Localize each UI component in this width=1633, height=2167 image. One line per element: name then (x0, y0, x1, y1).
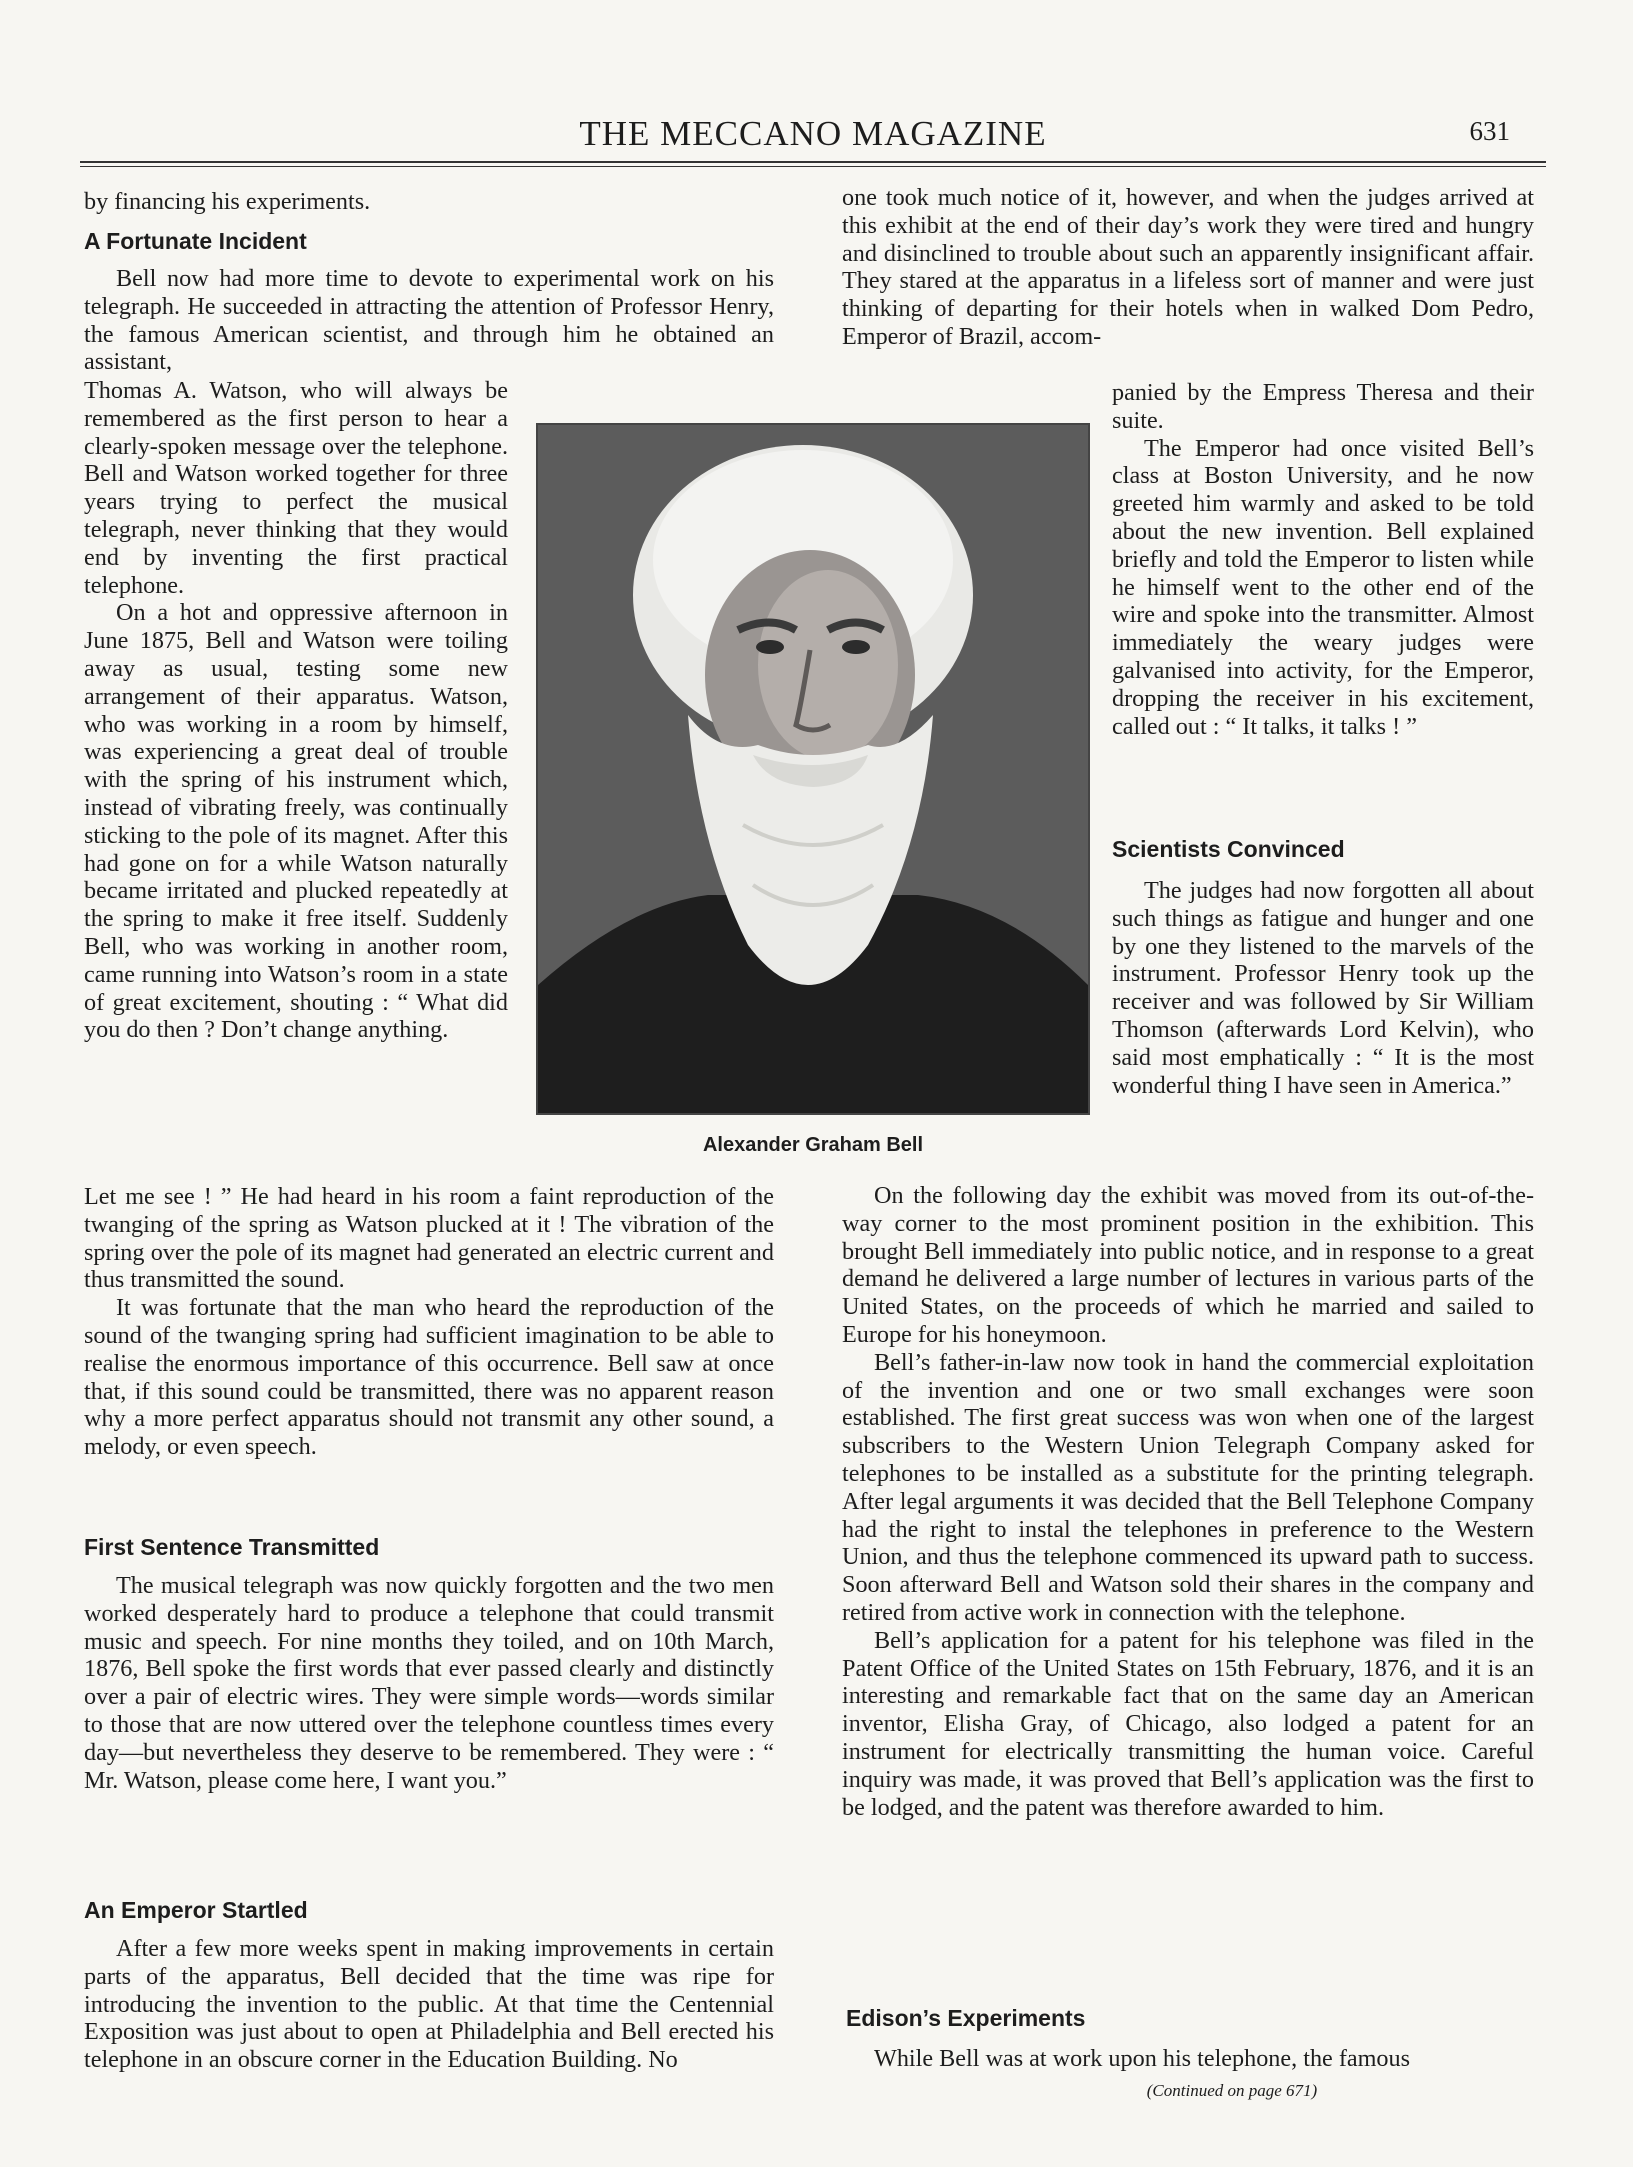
page-number: 631 (1469, 116, 1510, 146)
continued-note: (Continued on page 671) (1146, 2081, 1318, 2100)
right-paragraph-7: While Bell was at work upon his telephone, the famous (874, 2045, 1411, 2072)
right-wrap-column (1112, 379, 1534, 740)
heading-emperor-startled: An Emperor Startled (84, 1897, 308, 1923)
left-lower-block (84, 1183, 774, 1461)
heading-edisons-experiments: Edison’s Experiments (846, 2005, 1086, 2031)
right-paragraph-1-top: one took much notice of it, however, and when the judges arrived at this exhibit at the end of their day’s work they were tired and hungry and disinclined to trouble about such an apparently insignificant affair. They stared at the apparatus in a lifeless sort of manner and were just thinking of departing for their hotels when in walked Dom Pedro, Emperor of Brazil, accom- (842, 184, 1534, 350)
header-rule-thin (80, 166, 1546, 167)
right-paragraph-2-wrap: The Emperor had once visited Bell’s class at Boston University, and he now greeted him warmly and asked to be told about the new invention. Bell explained briefly and told the Emperor to listen while he himself went to the other end of the wire and spoke into the transmitter. Almost immediately the weary judges were galvanised into activity, for the Emperor, dropping the receiver in his excitement, called out : “ It talks, it talks ! ” (1112, 434, 1534, 740)
figure-caption: Alexander Graham Bell (702, 1134, 924, 1156)
magazine-title: THE MECCANO MAGAZINE (579, 114, 1047, 153)
portrait-figure (536, 423, 1090, 1115)
heading-fortunate-incident: A Fortunate Incident (84, 228, 307, 254)
right-paragraph-5: Bell’s father-in-law now took in hand the commercial exploitation of the invention and one or two small exchanges were soon established. The first great success was won when one of the largest subscribers to the Western Union Telegraph Company asked for telephones to be installed as a substitute for the printing telegraph. After legal arguments it was decided that the Bell Telephone Company had the right to instal the telephones in preference to the Western Union, and thus the telephone commenced its upward path to success. Soon afterward Bell and Watson sold their shares in the company and retired from active work in connection with the telephone. (842, 1348, 1534, 1626)
left-paragraph-4: The musical telegraph was now quickly forgotten and the two men worked desperately hard to produce a telephone that could transmit music and speech. For nine months they toiled, and on 10th March, 1876, Bell spoke the first words that ever passed clearly and distinctly over a pair of electric wires. They were simple words—words similar to those that are now uttered over the telephone countless times every day—but nevertheless they deserve to be remembered. They were : “ Mr. Watson, please come here, I want you.” (84, 1572, 774, 1794)
right-paragraph-6: Bell’s application for a patent for his telephone was filed in the Patent Office of the United States on 15th February, 1876, and it is an interesting and remarkable fact that on the same day an American inventor, Elisha Gray, of Chicago, also lodged a patent for an instrument for electrically transmitting the human voice. Careful inquiry was made, it was proved that Bell’s application was the first to be lodged, and the patent was therefore awarded to him. (842, 1626, 1534, 1821)
right-lower-block (842, 1182, 1534, 1821)
left-paragraph-2-full: Let me see ! ” He had heard in his room a faint reproduction of the twanging of the spring as Watson plucked at it ! The vibration of the spring over the pole of its magnet had generated an electric current and thus transmitted the sound. (84, 1183, 774, 1294)
heading-first-sentence: First Sentence Transmitted (84, 1534, 380, 1560)
running-head (80, 114, 1546, 158)
left-intro: by financing his experiments. (84, 188, 371, 215)
left-paragraph-1-top: Bell now had more time to devote to experimental work on his telegraph. He succeeded in attracting the attention of Professor Henry, the famous American scientist, and through him he obtained an assistant, (84, 265, 774, 376)
right-paragraph-4: On the following day the exhibit was moved from its out-of-the-way corner to the most prominent position in the exhibition. This brought Bell immediately into public notice, and in response to a great demand he delivered a large number of lectures in various parts of the United States, on the proceeds of which he married and sailed to Europe for his honeymoon. (842, 1182, 1534, 1348)
heading-scientists-convinced: Scientists Convinced (1112, 836, 1345, 862)
left-paragraph-3: It was fortunate that the man who heard the reproduction of the sound of the twanging spring had sufficient imagination to be able to realise the enormous importance of this occurrence. Bell saw at once that, if this sound could be transmitted, there was no apparent reason why a more perfect apparatus should not transmit any other sound, a melody, or even speech. (84, 1294, 774, 1461)
left-paragraph-5: After a few more weeks spent in making improvements in certain parts of the apparatus, Bell decided that the time was ripe for introducing the invention to the public. At that time the Centennial Exposition was just about to open at Philadelphia and Bell erected his telephone in an obscure corner in the Education Building. No (84, 1935, 774, 2074)
left-paragraph-1-wrap: Thomas A. Watson, who will always be remembered as the first person to hear a clearly-spoken message over the telephone. Bell and Watson worked together for three years trying to perfect the musical telegraph, never thinking that they would end by inventing the first practical telephone. (84, 377, 508, 599)
portrait-illustration (538, 425, 1088, 1113)
left-wrap-column (84, 377, 508, 1199)
right-paragraph-1-wrap: panied by the Empress Theresa and their suite. (1112, 379, 1534, 434)
left-paragraph-2-wrap: On a hot and oppressive afternoon in June 1875, Bell and Watson were toiling away as usual, testing some new arrangement of their apparatus. Watson, who was working in a room by himself, was experiencing a great deal of trouble with the spring of his instrument which, instead of vibrating freely, was continually sticking to the pole of its magnet. After this had gone on for a while Watson naturally became irritated and plucked repeatedly at the spring to make it free itself. Suddenly Bell, who was working in another room, came running into Watson’s room in a state of great excitement, shouting : “ What did you do then ? Don’t change anything. (84, 599, 508, 1044)
header-rule (80, 161, 1546, 163)
right-paragraph-3-wrap: The judges had now forgotten all about such things as fatigue and hunger and one by one they listened to the marvels of the instrument. Professor Henry took up the receiver and was followed by Sir William Thomson (afterwards Lord Kelvin), who said most emphatically : “ It is the most wonderful thing I have seen in America.” (1112, 877, 1534, 1099)
